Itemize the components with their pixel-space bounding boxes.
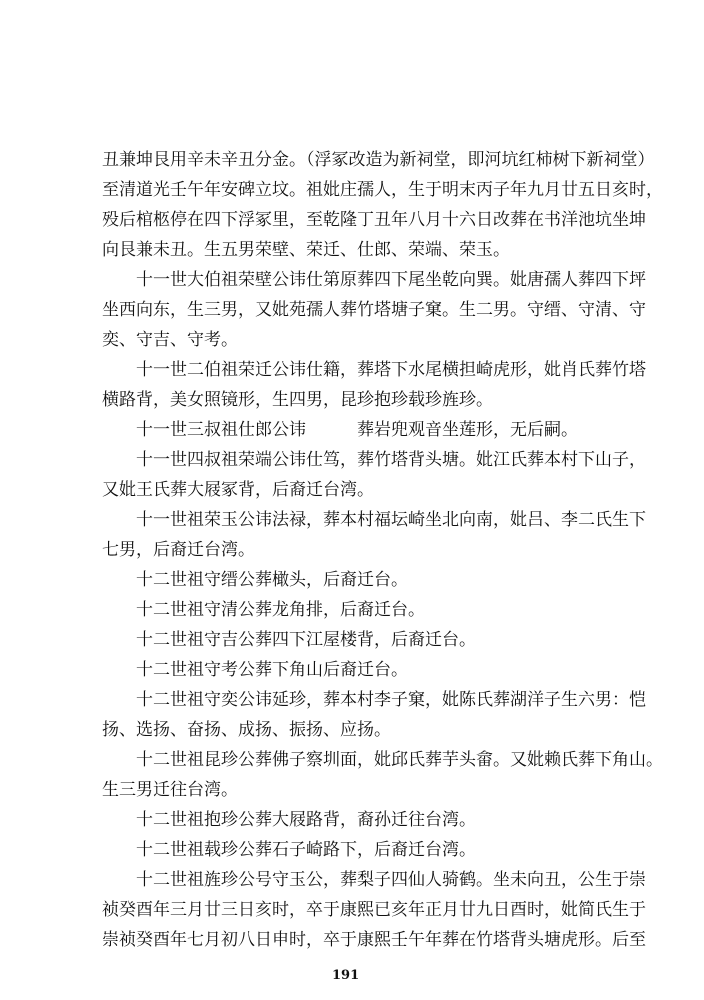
text-line: 殁后棺柩停在四下浮冢里，至乾隆丁丑年八月十六日改葬在书洋池坑坐坤 (102, 210, 646, 230)
text-line: 崇祯癸酉年七月初八日申时，卒于康熙壬午年葬在竹塔背头塘虎形。后至 (102, 930, 646, 950)
text-line: 奕、守吉、守考。 (102, 330, 238, 350)
text-line: 十一世四叔祖荣端公讳仕笃，葬竹塔背头塘。妣江氏葬本村下山子， (136, 450, 646, 470)
text-line: 十一世三叔祖仕郎公讳 葬岩兜观音坐莲形，无后嗣。 (136, 420, 578, 440)
text-line: 又妣王氏葬大屐冢背，后裔迁台湾。 (102, 480, 374, 500)
text-line: 至清道光壬午年安碑立坟。祖妣庄孺人，生于明末丙子年九月廿五日亥时， (102, 180, 663, 200)
text-line: 十二世祖旌珍公号守玉公，葬梨子四仙人骑鹤。坐未向丑，公生于崇 (136, 870, 646, 890)
text-line: 十二世祖守考公葬下角山后裔迁台。 (136, 660, 408, 680)
text-line: 横路背，美女照镜形，生四男，昆珍抱珍载珍旌珍。 (102, 390, 493, 410)
text-line: 十二世祖昆珍公葬佛子察圳面，妣邱氏葬芋头畲。又妣赖氏葬下角山。 (136, 750, 663, 770)
text-line: 向艮兼未丑。生五男荣壁、荣迁、仕郎、荣端、荣玉。 (102, 240, 510, 260)
text-line: 十二世祖守奕公讳延珍，葬本村李子窠，妣陈氏葬湖洋子生六男：恺 (136, 690, 646, 710)
text-line: 十二世祖守缙公葬橄头，后裔迁台。 (136, 570, 408, 590)
text-line: 祯癸酉年三月廿三日亥时，卒于康熙已亥年正月廿九日酉时，妣简氏生于 (102, 900, 646, 920)
text-line: 十二世祖抱珍公葬大屐路背，裔孙迁往台湾。 (136, 810, 476, 830)
text-line: 七男，后裔迁台湾。 (102, 540, 255, 560)
text-line: 十一世祖荣玉公讳法禄，葬本村福坛崎坐北向南，妣吕、李二氏生下 (136, 510, 646, 530)
text-line: 十二世祖守清公葬龙角排，后裔迁台。 (136, 600, 425, 620)
text-line: 生三男迁往台湾。 (102, 780, 238, 800)
text-line: 坐西向东，生三男，又妣苑孺人葬竹塔塘子窠。生二男。守缙、守清、守 (102, 300, 646, 320)
text-line: 扬、选扬、奋扬、成扬、振扬、应扬。 (102, 720, 391, 740)
page-number: 191 (332, 968, 360, 983)
text-line: 十二世祖守吉公葬四下江屋楼背，后裔迁台。 (136, 630, 476, 650)
text-line: 十一世二伯祖荣迁公讳仕籍，葬塔下水尾横担崎虎形，妣肖氏葬竹塔 (136, 360, 646, 380)
text-line: 十一世大伯祖荣壁公讳仕第原葬四下尾坐乾向巽。妣唐孺人葬四下坪 (136, 270, 646, 290)
text-line: 丑兼坤艮用辛未辛丑分金。（浮冢改造为新祠堂，即河坑红柿树下新祠堂） (102, 150, 655, 170)
text-line: 十二世祖载珍公葬石子崎路下，后裔迁台湾。 (136, 840, 476, 860)
